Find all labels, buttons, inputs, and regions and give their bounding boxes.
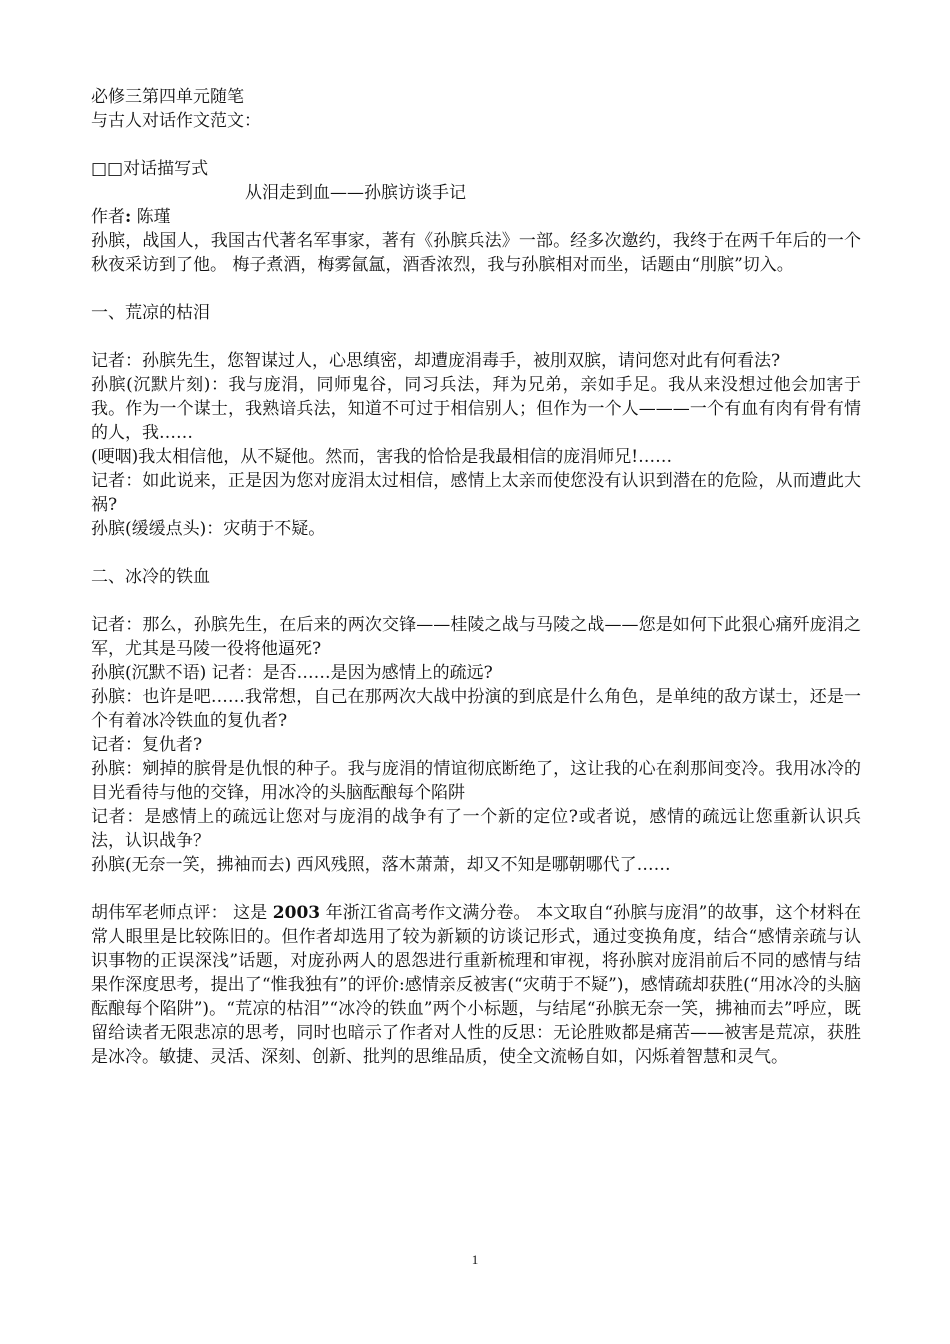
author-line [91,205,861,229]
section-2-paragraph: 孙膑：也许是吧……我常想，自己在那两次大战中扮演的到底是什么角色，是单纯的敌方谋士，还是一个有着冰冷铁血的复仇者? [91,687,861,731]
comment-body: 年浙江省高考作文满分卷。 本文取自“孙膑与庞涓”的故事，这个材料在常人眼里是比较陈旧的。但作者却选用了较为新颖的访谈记形式，通过变换角度，结合“感情亲疏与认识事物的正误深浅”话题，对庞孙两人的恩怨进行重新梳理和审视，将孙膑对庞涓前后不同的感情与结果作深度思考，提出了“惟我独有”的评价:感情亲反被害(“灾萌于不疑”)，感情疏却获胜(“用冰冷的头脑酝酿每个陷阱”)。“荒凉的枯泪”“冰冷的铁血”两个小标题，与结尾“孙膑无奈一笑，拂袖而去”呼应，既留给读者无限悲凉的思考，同时也暗示了作者对人性的反思：无论胜败都是痛苦——被害是荒凉，获胜是冰冷。敏捷、灵活、深刻、创新、批判的思维品质，使全文流畅自如，闪烁着智慧和灵气。 [91,903,861,1067]
section-2-paragraph: 孙膑：剜掉的膑骨是仇恨的种子。我与庞涓的情谊彻底断绝了，这让我的心在刹那间变冷。我用冰冷的目光看待与他的交锋，用冰冷的头脑酝酿每个陷阱 [91,759,861,803]
section-2-paragraph: 孙膑(沉默不语) 记者：是否……是因为感情上的疏远? [91,663,493,683]
spacer [91,325,861,349]
spacer [91,133,861,157]
comment-year: 2003 [272,903,321,923]
author-name: 陈瑾 [131,207,171,227]
section-2-paragraph: 记者：复仇者? [91,735,203,755]
section-1-paragraph: 孙膑(沉默片刻)：我与庞涓，同师鬼谷，同习兵法，拜为兄弟，亲如手足。我从来没想过他会加害于我。作为一个谋士，我熟谙兵法，知道不可过于相信别人；但作为一个人———一个有血有肉有骨有情的人，我…… [91,375,861,443]
spacer [91,541,861,565]
author-colon: : [125,207,132,227]
subheading: □□对话描写式 [91,159,209,179]
section-2-paragraph: 记者：那么，孙膑先生，在后来的两次交锋——桂陵之战与马陵之战——您是如何下此狠心痛歼庞涓之军，尤其是马陵一役将他逼死? [91,615,861,659]
spacer [91,589,861,613]
author-label: 作者 [91,207,125,227]
header-line-1: 必修三第四单元随笔 [91,87,244,107]
section-1-paragraph: 记者：孙膑先生，您智谋过人，心思缜密，却遭庞涓毒手，被刖双膑，请问您对此有何看法? [91,351,781,371]
spacer [91,277,861,301]
section-2-heading: 二、冰冷的铁血 [91,567,210,587]
page-number: 1 [471,1252,479,1267]
section-1-paragraph: 记者：如此说来，正是因为您对庞涓太过相信，感情上太亲而使您没有认识到潜在的危险，从而遭此大祸? [91,471,861,515]
section-1-paragraph: 孙膑(缓缓点头)：灾萌于不疑。 [91,519,326,539]
comment-prefix: 胡伟军老师点评： 这是 [91,903,273,923]
section-2-paragraph: 记者：是感情上的疏远让您对与庞涓的战争有了一个新的定位?或者说，感情的疏远让您重新认识兵法，认识战争？ [91,807,861,851]
intro-paragraph: 孙膑，战国人，我国古代著名军事家，著有《孙膑兵法》一部。经多次邀约，我终于在两千年后的一个秋夜采访到了他。 梅子煮酒，梅雾氤氲，酒香浓烈，我与孙膑相对而坐，话题由“刖膑”切入。 [91,231,861,275]
essay-title: 从泪走到血——孙膑访谈手记 [245,183,466,203]
document-body [91,85,861,1069]
section-1-paragraph: (哽咽)我太相信他，从不疑他。然而，害我的恰恰是我最相信的庞涓师兄!…… [91,447,673,467]
header-line-2: 与古人对话作文范文： [91,111,261,131]
section-2-paragraph: 孙膑(无奈一笑，拂袖而去) 西风残照，落木萧萧，却又不知是哪朝哪代了…… [91,855,671,875]
section-1-heading: 一、荒凉的枯泪 [91,303,210,323]
teacher-comment [91,901,861,1069]
spacer [91,877,861,901]
